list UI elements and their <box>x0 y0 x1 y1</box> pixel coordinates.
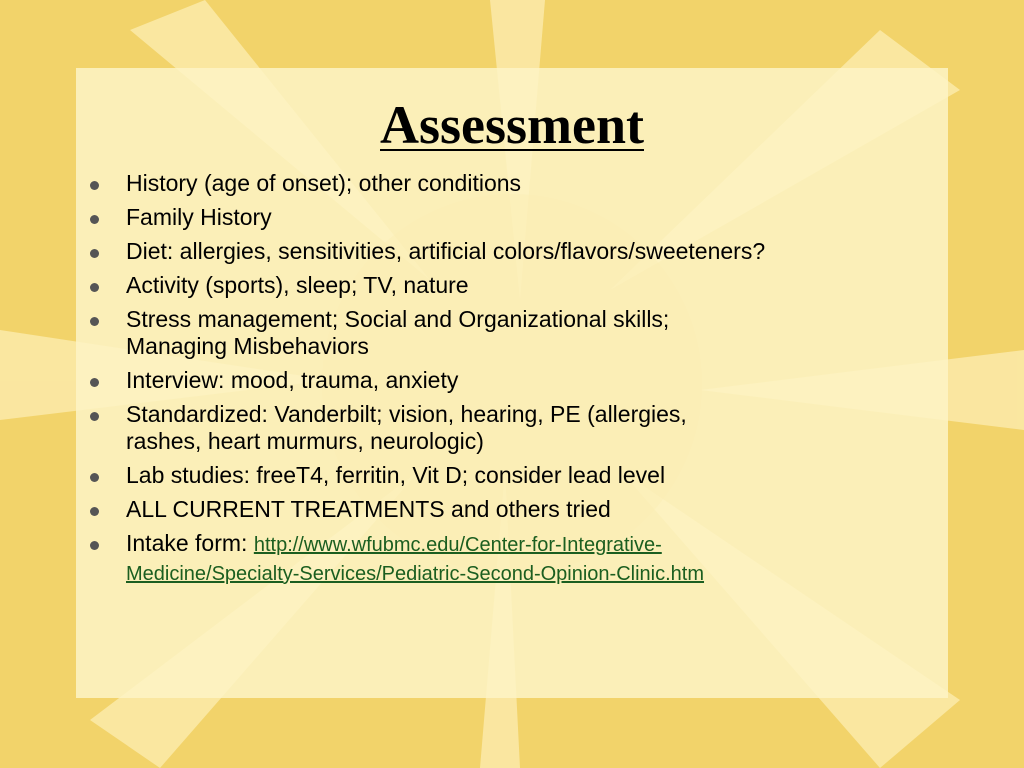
bullet-dot-icon <box>90 215 99 224</box>
bullet-item <box>90 401 930 455</box>
bullet-text: Activity (sports), sleep; TV, nature <box>126 272 469 298</box>
bullet-dot-icon <box>90 317 99 326</box>
bullet-dot-icon <box>90 507 99 516</box>
bullet-text-continued: rashes, heart murmurs, neurologic) <box>126 428 484 454</box>
bullet-text: ALL CURRENT TREATMENTS and others tried <box>126 496 611 522</box>
bullet-dot-icon <box>90 283 99 292</box>
bullet-text: Standardized: Vanderbilt; vision, hearing, PE (allergies, <box>126 401 687 427</box>
bullet-item <box>90 496 930 523</box>
bullet-item <box>90 530 930 588</box>
bullet-list <box>90 170 930 595</box>
bullet-dot-icon <box>90 249 99 258</box>
bullet-text-continued: Managing Misbehaviors <box>126 333 369 359</box>
bullet-item <box>90 306 930 360</box>
intake-form-link-line2[interactable]: Medicine/Specialty-Services/Pediatric-Second-Opinion-Clinic.htm <box>126 563 705 585</box>
bullet-text: Lab studies: freeT4, ferritin, Vit D; consider lead level <box>126 462 666 488</box>
bullet-text: Intake form: <box>126 530 254 556</box>
bullet-text: Interview: mood, trauma, anxiety <box>126 367 459 393</box>
slide-title <box>76 92 948 158</box>
bullet-dot-icon <box>90 412 99 421</box>
bullet-text: Diet: allergies, sensitivities, artificial colors/flavors/sweeteners? <box>126 238 766 264</box>
bullet-text: Family History <box>126 204 272 230</box>
bullet-item <box>90 170 930 197</box>
bullet-text: Stress management; Social and Organizational skills; <box>126 306 670 332</box>
intake-form-link-line1[interactable]: http://www.wfubmc.edu/Center-for-Integrative- <box>253 534 662 556</box>
slide-title-text: Assessment <box>380 95 644 155</box>
bullet-item <box>90 272 930 299</box>
bullet-dot-icon <box>90 541 99 550</box>
bullet-text: History (age of onset); other conditions <box>126 170 522 196</box>
bullet-dot-icon <box>90 181 99 190</box>
bullet-item <box>90 462 930 489</box>
bullet-item <box>90 238 930 265</box>
bullet-dot-icon <box>90 473 99 482</box>
bullet-item <box>90 367 930 394</box>
bullet-dot-icon <box>90 378 99 387</box>
bullet-item <box>90 204 930 231</box>
